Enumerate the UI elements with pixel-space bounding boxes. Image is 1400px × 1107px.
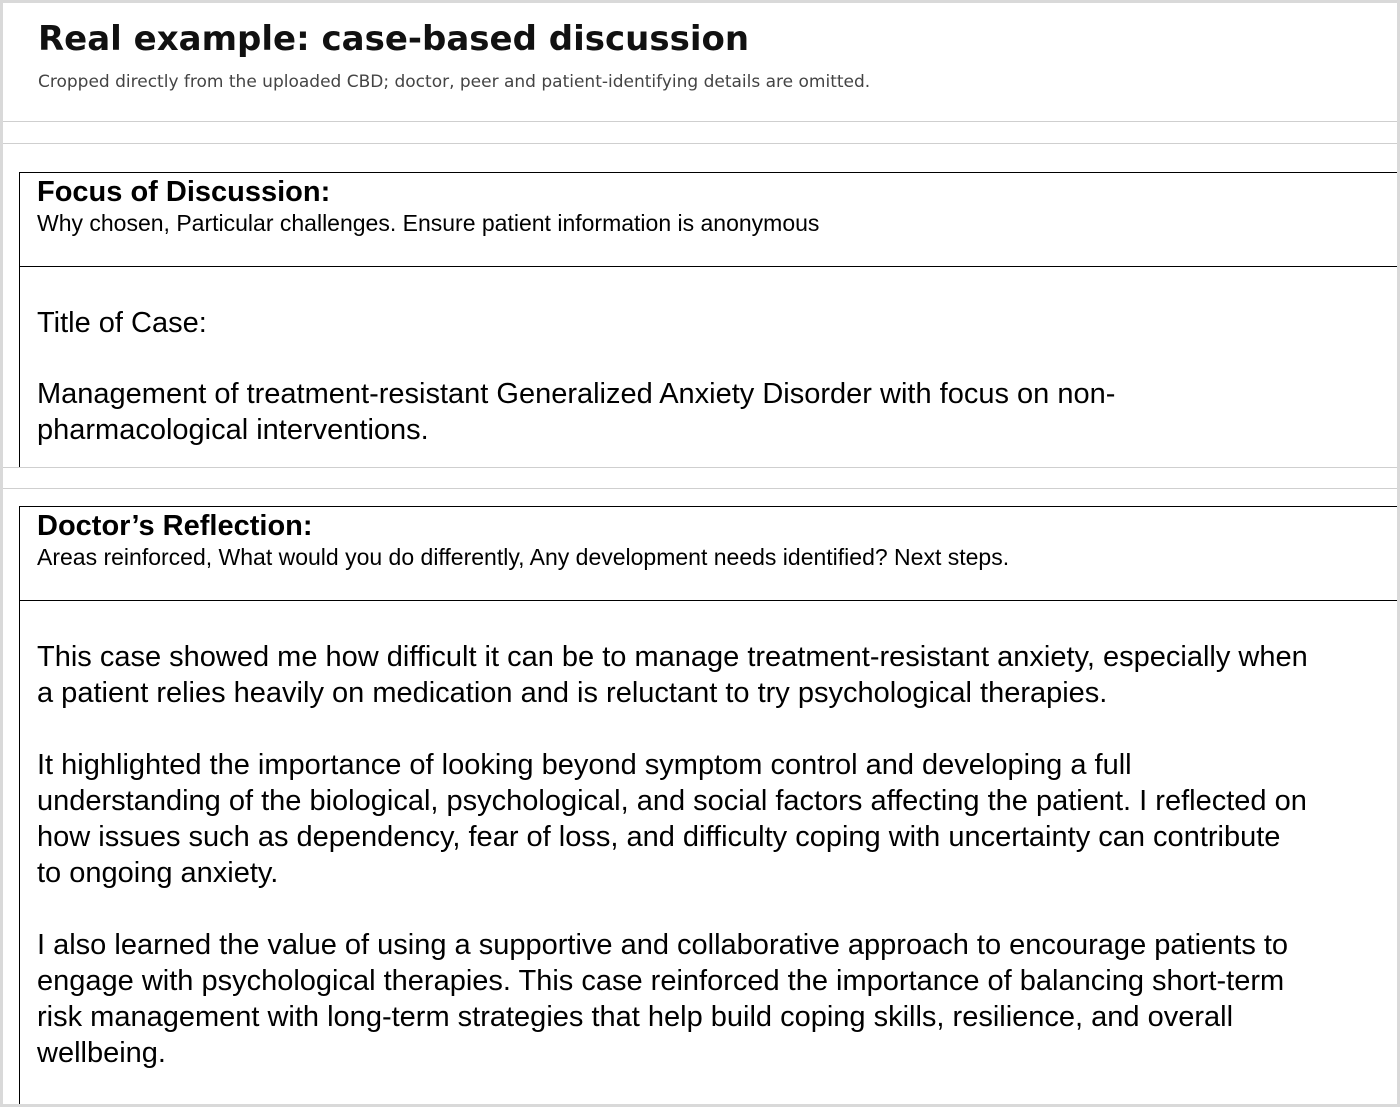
paragraph-line: risk management with long-term strategies that help build coping skills, resilience, and overall <box>37 1001 1234 1033</box>
divider <box>3 467 1400 468</box>
section-header-row <box>20 507 1400 601</box>
case-title-label: Title of Case: <box>37 307 207 339</box>
reflection-paragraph <box>37 639 1308 711</box>
page-subtitle: Cropped directly from the uploaded CBD; doctor, peer and patient-identifying details are omitted. <box>38 72 871 92</box>
divider <box>3 121 1400 122</box>
case-title-line: pharmacological interventions. <box>37 414 429 446</box>
section-guidance-reflection: Areas reinforced, What would you do differently, Any development needs identified? Next steps. <box>37 544 1010 570</box>
document-excerpt-focus <box>3 144 1400 467</box>
document-excerpt-reflection <box>3 489 1400 1107</box>
paragraph-line: understanding of the biological, psychological, and social factors affecting the patient. I reflected on <box>37 785 1307 817</box>
case-title-line: Management of treatment-resistant Generalized Anxiety Disorder with focus on non- <box>37 378 1116 410</box>
paragraph-line: I also learned the value of using a supportive and collaborative approach to encourage patients to <box>37 929 1289 961</box>
paragraph-line: how issues such as dependency, fear of loss, and difficulty coping with uncertainty can contribute <box>37 821 1281 853</box>
section-header-row <box>20 173 1400 267</box>
paragraph-line: This case showed me how difficult it can be to manage treatment-resistant anxiety, especially when <box>37 641 1308 673</box>
paragraph-line: a patient relies heavily on medication and is reluctant to try psychological therapies. <box>37 677 1108 709</box>
section-heading-reflection: Doctor’s Reflection: <box>37 510 313 542</box>
paragraph-line: to ongoing anxiety. <box>37 857 279 889</box>
page-title: Real example: case-based discussion <box>38 19 750 59</box>
form-table <box>19 506 1400 1107</box>
paragraph-line: It highlighted the importance of looking beyond symptom control and developing a full <box>37 749 1132 781</box>
paragraph-line: wellbeing. <box>37 1037 166 1069</box>
form-table <box>19 172 1400 467</box>
section-heading-focus: Focus of Discussion: <box>37 176 331 208</box>
reflection-paragraph <box>37 747 1307 891</box>
section-guidance-focus: Why chosen, Particular challenges. Ensure patient information is anonymous <box>37 210 820 236</box>
reflection-paragraph <box>37 927 1288 1071</box>
paragraph-line: engage with psychological therapies. This case reinforced the importance of balancing short-term <box>37 965 1285 997</box>
case-title-value <box>37 376 1115 448</box>
